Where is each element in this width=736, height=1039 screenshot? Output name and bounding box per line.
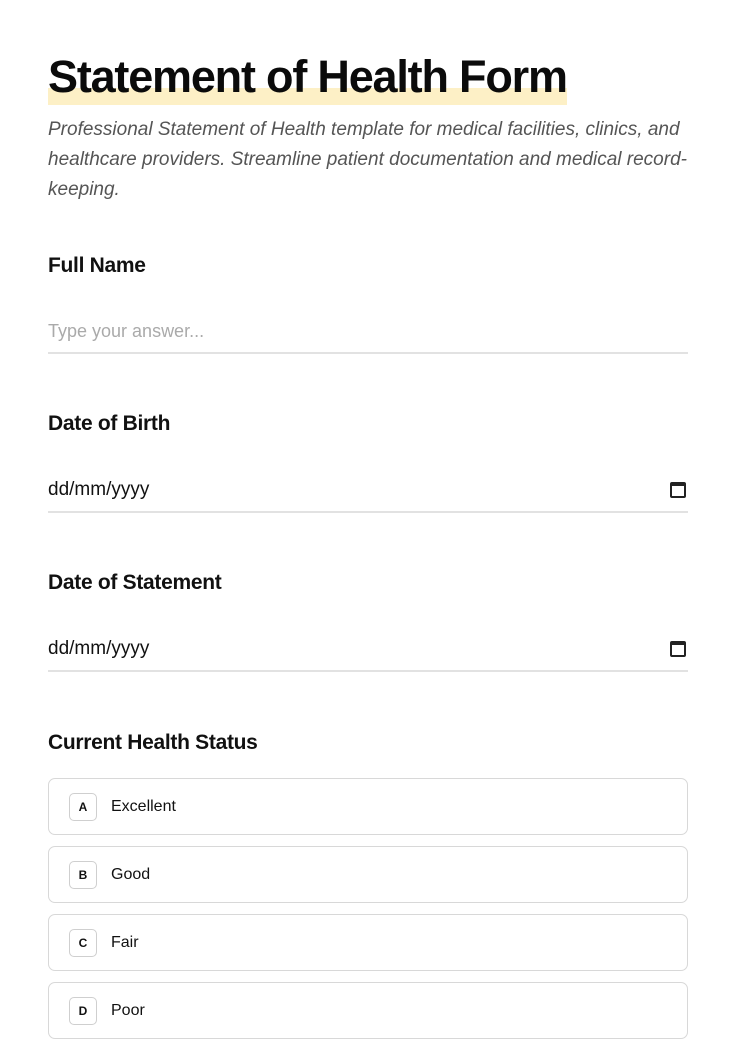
dob-input[interactable]: [48, 469, 688, 513]
statement-date-value: dd/mm/yyyy: [48, 638, 150, 659]
form-description: Professional Statement of Health template for medical facilities, clinics, and healthcare providers. Streamline patient documentation and medical record-keeping.: [48, 119, 687, 200]
option-key: A: [69, 793, 97, 821]
full-name-label: Full Name: [48, 254, 146, 277]
calendar-icon[interactable]: [670, 641, 686, 657]
option-key: C: [69, 929, 97, 957]
option-key: B: [69, 861, 97, 889]
option-excellent[interactable]: [48, 778, 688, 835]
option-label: Fair: [111, 933, 139, 951]
statement-date-label: Date of Statement: [48, 571, 222, 594]
option-fair[interactable]: [48, 914, 688, 971]
option-good[interactable]: [48, 846, 688, 903]
option-label: Excellent: [111, 797, 176, 815]
dob-label: Date of Birth: [48, 412, 171, 435]
option-key: D: [69, 997, 97, 1025]
full-name-input[interactable]: [48, 321, 688, 342]
page-title: Statement of Health Form: [48, 51, 567, 102]
option-label: Poor: [111, 1001, 145, 1019]
health-status-label: Current Health Status: [48, 731, 258, 754]
option-label: Good: [111, 865, 151, 883]
full-name-field[interactable]: [48, 310, 688, 354]
statement-date-input[interactable]: [48, 628, 688, 672]
calendar-icon[interactable]: [670, 482, 686, 498]
option-poor[interactable]: [48, 982, 688, 1039]
dob-value: dd/mm/yyyy: [48, 479, 150, 500]
